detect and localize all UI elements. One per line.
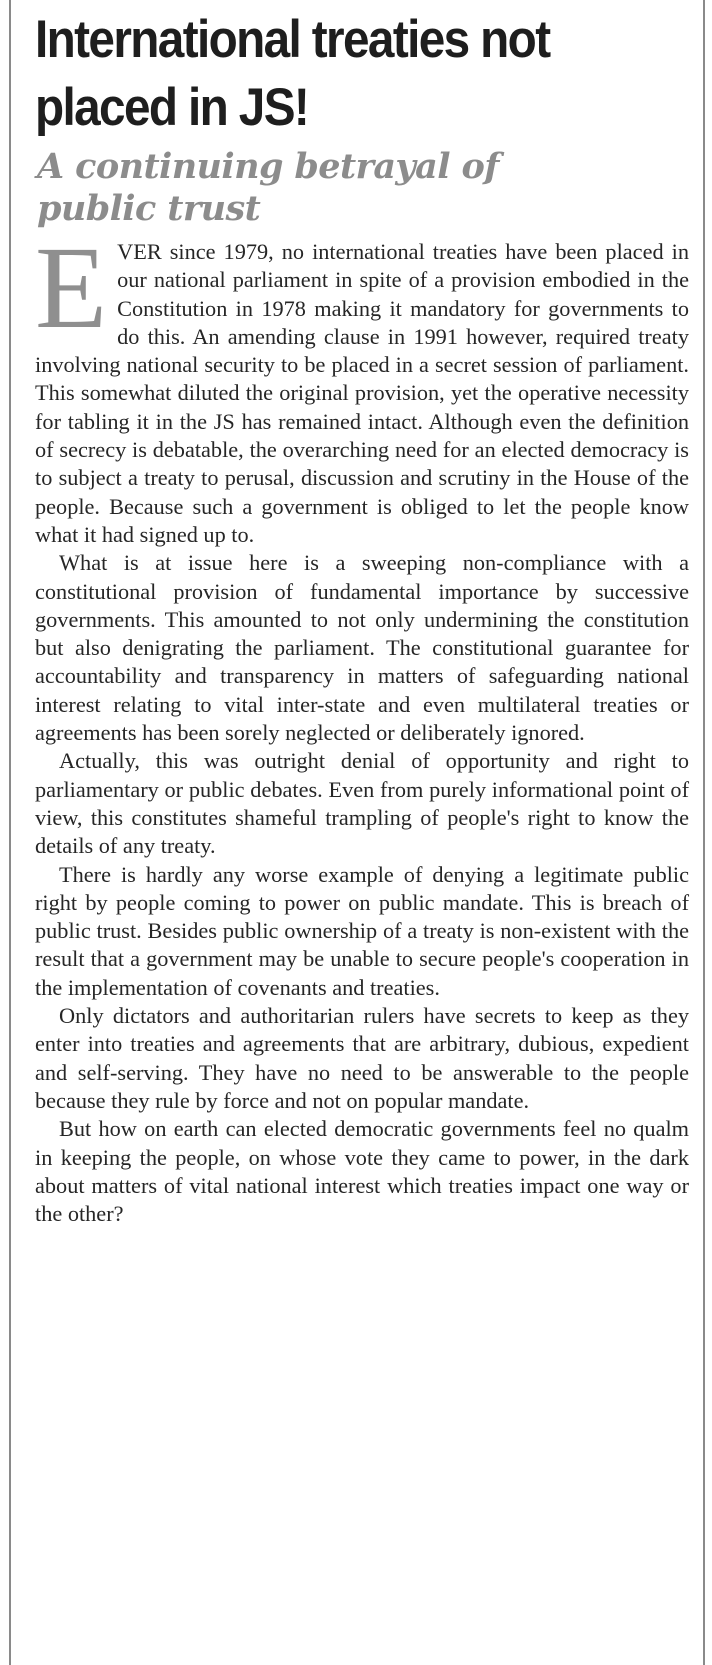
paragraph-text: VER since 1979, no international treaties have been placed in our national parliament in spite of a provision embodied in the Constitution in 1978 making it mandatory for governments to do this. An amending clause in 1991 however, required treaty involving national security to be placed in a secret session of parliament. This somewhat diluted the original provision, yet the operative necessity for tabling it in the JS has remained intact. Although even the definition of secrecy is debatable, the overarching need for an elected democracy is to subject a treaty to perusal, discussion and scrutiny in the House of the people. Because such a government is obliged to let the people know what it had signed up to. [35,239,689,547]
paragraph: But how on earth can elected democratic governments feel no qualm in keeping the people, on whose vote they came to power, in the dark about matters of vital national interest which treaties impact one way or the other? [35,1116,689,1227]
drop-cap: E [35,222,108,353]
subheadline: A continuing betrayal of public trust [37,146,499,229]
article-body [35,222,689,1228]
paragraph: What is at issue here is a sweeping non-compliance with a constitutional provision of fundamental importance by successive governments. This amounted to not only undermining the constitution but also denigrating the parliament. The constitutional guarantee for accountability and transparency in matters of safeguarding national interest relating to vital inter-state and even multilateral treaties or agreements has been sorely neglected or deliberately ignored. [35,550,689,746]
headline: International treaties not placed in JS! [35,10,550,137]
paragraph: Actually, this was outright denial of opportunity and right to parliamentary or public debates. Even from purely informational point of view, this constitutes shameful trampling of people's right to know the details of any treaty. [35,748,689,859]
paragraph: Only dictators and authoritarian rulers have secrets to keep as they enter into treaties and agreements that are arbitrary, dubious, expedient and self-serving. They have no need to be answerable to the people because they rule by force and not on popular mandate. [35,1003,689,1113]
article-content [35,6,689,1228]
paragraph: There is hardly any worse example of denying a legitimate public right by people coming to power on public mandate. This is breach of public trust. Besides public ownership of a treaty is non-existent with the result that a government may be unable to secure people's cooperation in the implementation of covenants and treaties. [35,861,689,1000]
article-page [9,0,705,1665]
paragraph [35,222,689,549]
